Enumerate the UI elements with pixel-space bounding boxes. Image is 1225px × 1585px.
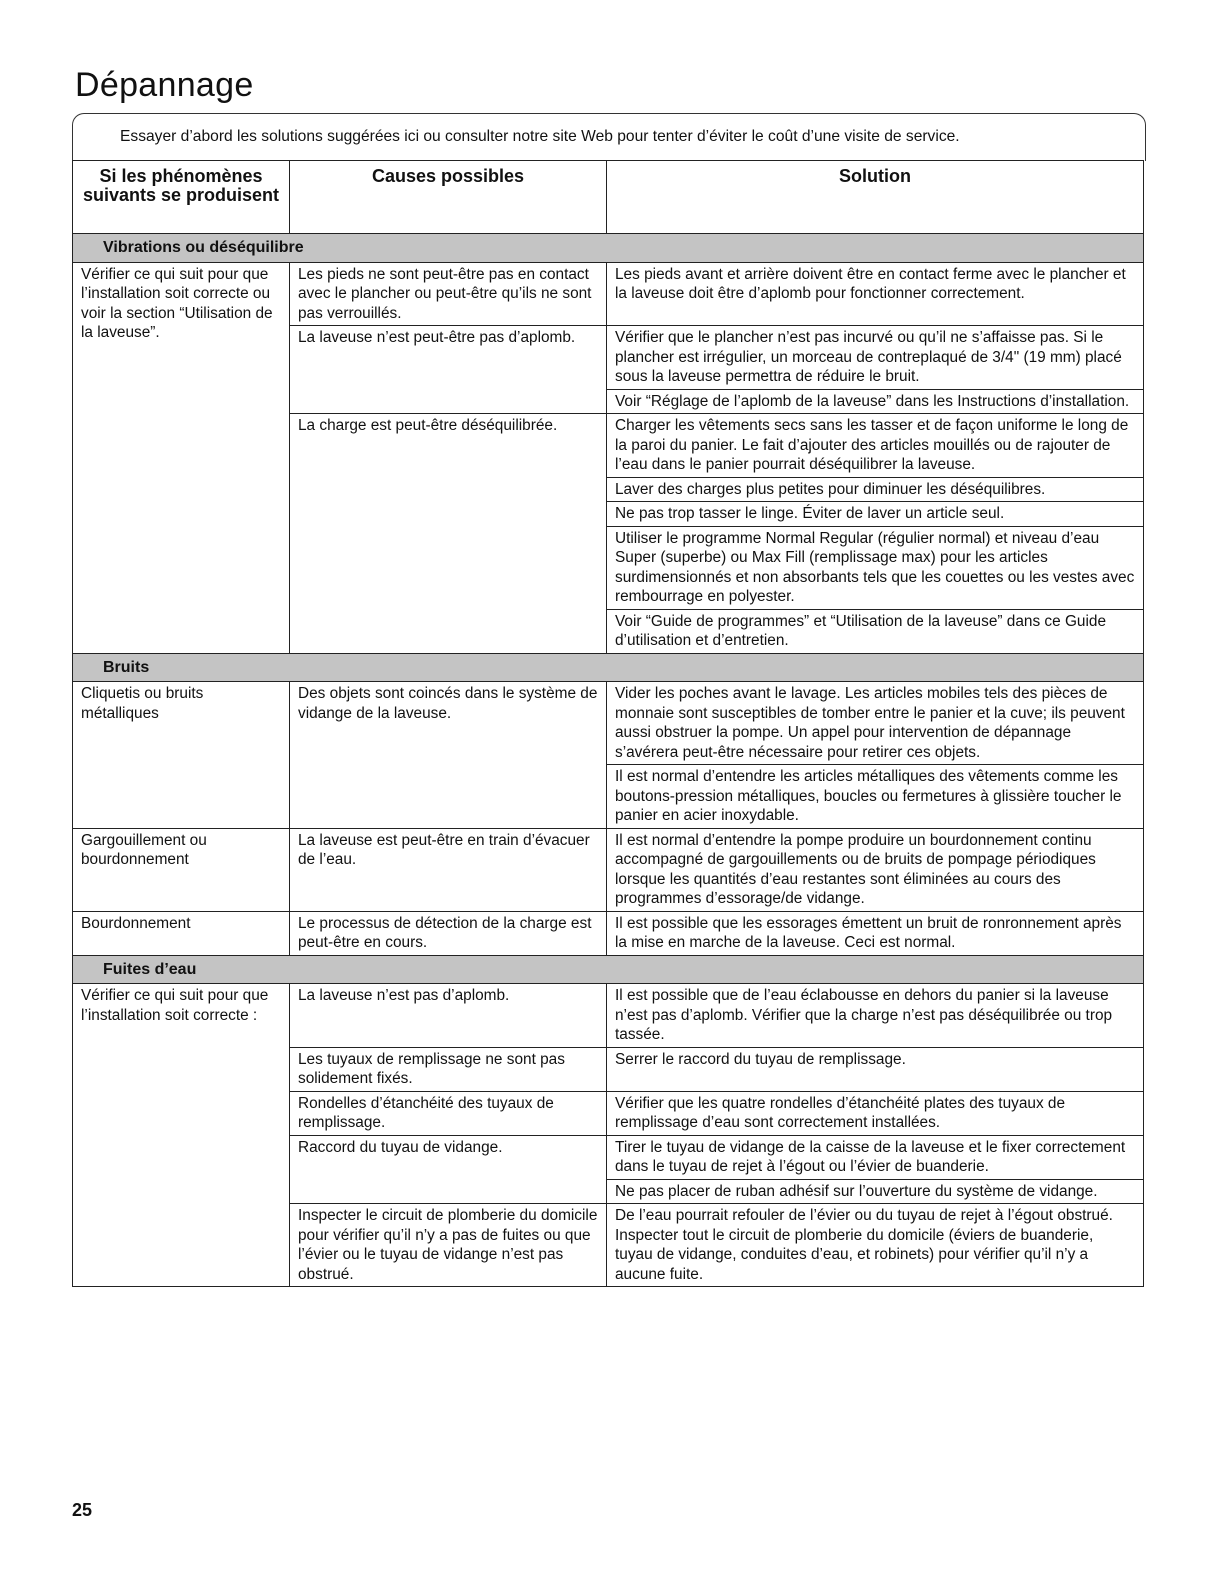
section-title: Fuites d’eau (73, 955, 1144, 984)
intro-text: Essayer d’abord les solutions suggérées ici ou consulter notre site Web pour tenter d’éviter le coût d’une visite de service. (120, 128, 960, 145)
section-title: Bruits (73, 653, 1144, 682)
cause-cell: La laveuse est peut-être en train d’évacuer de l’eau. (290, 828, 607, 911)
header-solution: Solution (607, 161, 1144, 234)
solution-cell: Vérifier que les quatre rondelles d’étanchéité plates des tuyaux de remplissage d’eau sont correctement installées. (607, 1091, 1144, 1135)
solution-cell: Voir “Guide de programmes” et “Utilisation de la laveuse” dans ce Guide d’utilisation et d’entretien. (607, 609, 1144, 653)
cause-cell: Les tuyaux de remplissage ne sont pas solidement fixés. (290, 1047, 607, 1091)
solution-cell: De l’eau pourrait refouler de l’évier ou du tuyau de rejet à l’égout obstrué. Inspecter tout le circuit de plomberie du domicile (éviers de buanderie, tuyau de vidange, conduites d’eau, et robinets) pour vérifier qu’il n’y a aucune fuite. (607, 1204, 1144, 1287)
table-row (73, 984, 1144, 1048)
cause-cell: Les pieds ne sont peut-être pas en contact avec le plancher ou peut-être qu’ils ne sont pas verrouillés. (290, 262, 607, 326)
solution-cell: Il est normal d’entendre la pompe produire un bourdonnement continu accompagné de gargouillements ou de bruits de pompage périodiques lorsque les quantités d’eau restantes sont éliminées au cours des programmes d’essorage/de vidange. (607, 828, 1144, 911)
header-causes: Causes possibles (290, 161, 607, 234)
solution-cell: Charger les vêtements secs sans les tasser et de façon uniforme le long de la paroi du panier. Le fait d’ajouter des articles mouillés ou de rajouter de l’eau dans le panier pourrait déséquilibrer la laveuse. (607, 414, 1144, 478)
solution-cell: Les pieds avant et arrière doivent être en contact ferme avec le plancher et la laveuse doit être d’aplomb pour fonctionner correctement. (607, 262, 1144, 326)
section-row (73, 653, 1144, 682)
problem-cell: Vérifier ce qui suit pour que l’installation soit correcte : (73, 984, 290, 1287)
table-row (73, 682, 1144, 765)
problem-cell: Vérifier ce qui suit pour que l’installation soit correcte ou voir la section “Utilisation de la laveuse”. (73, 262, 290, 653)
table-header-row (73, 161, 1144, 234)
table-row (73, 828, 1144, 911)
cause-cell: La charge est peut-être déséquilibrée. (290, 414, 607, 654)
page-number: 25 (72, 1500, 93, 1520)
problem-cell: Cliquetis ou bruits métalliques (73, 682, 290, 829)
cause-cell: Inspecter le circuit de plomberie du domicile pour vérifier qu’il n’y a pas de fuites ou que l’évier ou le tuyau de vidange n’est pas obstrué. (290, 1204, 607, 1287)
solution-cell: Ne pas trop tasser le linge. Éviter de laver un article seul. (607, 502, 1144, 527)
cause-cell: Raccord du tuyau de vidange. (290, 1135, 607, 1204)
problem-cell: Gargouillement ou bourdonnement (73, 828, 290, 911)
solution-cell: Tirer le tuyau de vidange de la caisse de la laveuse et le fixer correctement dans le tuyau de rejet à l’égout ou l’évier de buanderie. (607, 1135, 1144, 1179)
solution-cell: Ne pas placer de ruban adhésif sur l’ouverture du système de vidange. (607, 1179, 1144, 1204)
section-title: Vibrations ou déséquilibre (73, 234, 1144, 263)
solution-cell: Laver des charges plus petites pour diminuer les déséquilibres. (607, 477, 1144, 502)
solution-cell: Utiliser le programme Normal Regular (régulier normal) et niveau d’eau Super (superbe) ou Max Fill (remplissage max) pour les articles surdimensionnés et non absorbants tels que les couettes ou les vestes avec rembourrage en polyester. (607, 526, 1144, 609)
cause-cell: La laveuse n’est pas d’aplomb. (290, 984, 607, 1048)
page-title: Dépannage (75, 66, 254, 104)
solution-cell: Voir “Réglage de l’aplomb de la laveuse” dans les Instructions d’installation. (607, 389, 1144, 414)
section-row (73, 955, 1144, 984)
solution-cell: Il est possible que de l’eau éclabousse en dehors du panier si la laveuse n’est pas d’aplomb. Vérifier que la charge n’est pas déséquilibrée ou trop tassée. (607, 984, 1144, 1048)
table-body (73, 234, 1144, 1287)
header-problem: Si les phénomènes suivants se produisent (73, 161, 290, 234)
cause-cell: Des objets sont coincés dans le système de vidange de la laveuse. (290, 682, 607, 829)
solution-cell: Il est normal d’entendre les articles métalliques des vêtements comme les boutons-pression métalliques, boucles ou fermetures à glissière toucher le panier en acier inoxydable. (607, 765, 1144, 829)
cause-cell: La laveuse n’est peut-être pas d’aplomb. (290, 326, 607, 414)
solution-cell: Vider les poches avant le lavage. Les articles mobiles tels des pièces de monnaie sont susceptibles de tomber entre le panier et la cuve; ils peuvent aussi obstruer la pompe. Un appel pour intervention de dépannage s’avérera peut-être nécessaire pour retirer ces objets. (607, 682, 1144, 765)
cause-cell: Rondelles d’étanchéité des tuyaux de remplissage. (290, 1091, 607, 1135)
table-row (73, 911, 1144, 955)
cause-cell: Le processus de détection de la charge est peut-être en cours. (290, 911, 607, 955)
problem-cell: Bourdonnement (73, 911, 290, 955)
solution-cell: Il est possible que les essorages émettent un bruit de ronronnement après la mise en marche de la laveuse. Ceci est normal. (607, 911, 1144, 955)
solution-cell: Serrer le raccord du tuyau de remplissage. (607, 1047, 1144, 1091)
table-row (73, 262, 1144, 326)
troubleshooting-table (72, 160, 1144, 1287)
solution-cell: Vérifier que le plancher n’est pas incurvé ou qu’il ne s’affaisse pas. Si le plancher est irrégulier, un morceau de contreplaqué de 3/4" (19 mm) placé sous la laveuse permettra de réduire le bruit. (607, 326, 1144, 390)
section-row (73, 234, 1144, 263)
